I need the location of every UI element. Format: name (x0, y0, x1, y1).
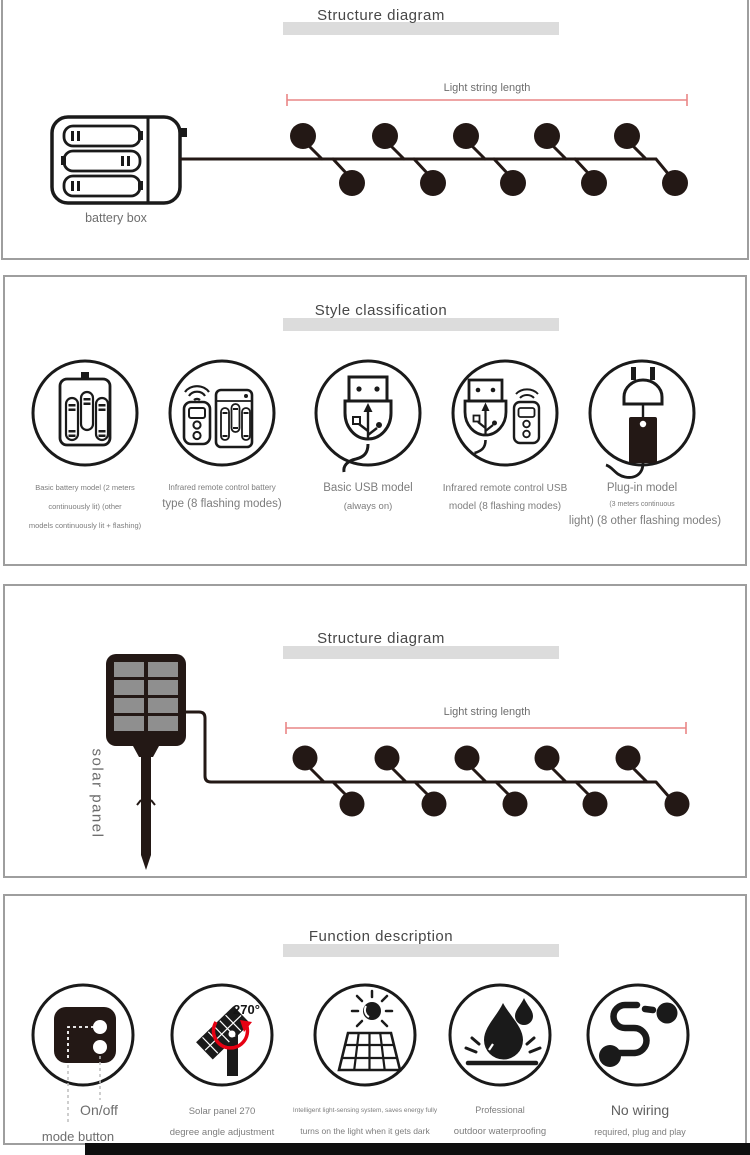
no-wiring-icon (599, 1003, 678, 1068)
style-caption: (always on) (343, 501, 393, 512)
title-highlight-bar (283, 944, 559, 957)
section-title: Style classification (314, 302, 448, 319)
length-label: Light string length (443, 82, 531, 94)
function-caption: On/off (80, 1102, 118, 1118)
battery-charger-icon (60, 372, 110, 445)
section-title: Function description (308, 928, 454, 945)
style-caption: light) (8 other flashing modes) (568, 515, 722, 527)
style-caption: continuously lit) (other (48, 502, 122, 511)
battery-contacts (61, 131, 143, 191)
usb-remote-icon (465, 380, 539, 453)
function-caption: turns on the light when it gets dark (300, 1126, 430, 1136)
light-string-1 (180, 123, 688, 196)
section-title: Structure diagram (317, 630, 445, 647)
power-plug-icon (606, 367, 662, 477)
function-caption: No wiring (610, 1102, 670, 1118)
function-caption: Solar panel 270 (188, 1106, 256, 1117)
style-caption: type (8 flashing modes) (162, 498, 282, 510)
style-caption: Infrared remote control USB (442, 483, 568, 494)
style-caption: Basic battery model (2 meters (35, 483, 135, 492)
title-highlight-bar (283, 318, 559, 331)
function-caption: mode button (41, 1129, 115, 1144)
solar-panel-icon (106, 654, 186, 870)
battery-box-icon (52, 117, 187, 203)
remote-battery-icon (184, 386, 252, 447)
style-caption: models continuously lit + flashing) (28, 521, 142, 530)
function-caption: required, plug and play (594, 1127, 686, 1137)
waterproof-icon (466, 998, 540, 1063)
title-highlight-bar (283, 646, 559, 659)
style-caption: model (8 flashing modes) (448, 501, 562, 512)
style-caption: Basic USB model (323, 482, 413, 494)
length-label: Light string length (443, 706, 531, 718)
style-caption: Plug-in model (606, 482, 678, 494)
function-caption: Intelligent light-sensing system, saves energy fully (292, 1107, 438, 1114)
usb-plug-icon (344, 377, 391, 472)
function-caption: Professional (475, 1105, 525, 1115)
function-caption: degree angle adjustment (169, 1127, 275, 1138)
angle-value: 270° (233, 1002, 260, 1017)
length-measure-line-1 (287, 94, 687, 106)
style-caption: (3 meters continuous (609, 501, 675, 508)
solar-panel-label: solar panel (88, 748, 106, 839)
function-caption: outdoor waterproofing (453, 1126, 547, 1137)
light-sensor-icon (339, 991, 400, 1070)
battery-box-label: battery box (85, 211, 147, 225)
section-title: Structure diagram (317, 7, 445, 24)
style-caption: Infrared remote control battery (168, 483, 276, 492)
length-measure-line-2 (286, 722, 686, 734)
